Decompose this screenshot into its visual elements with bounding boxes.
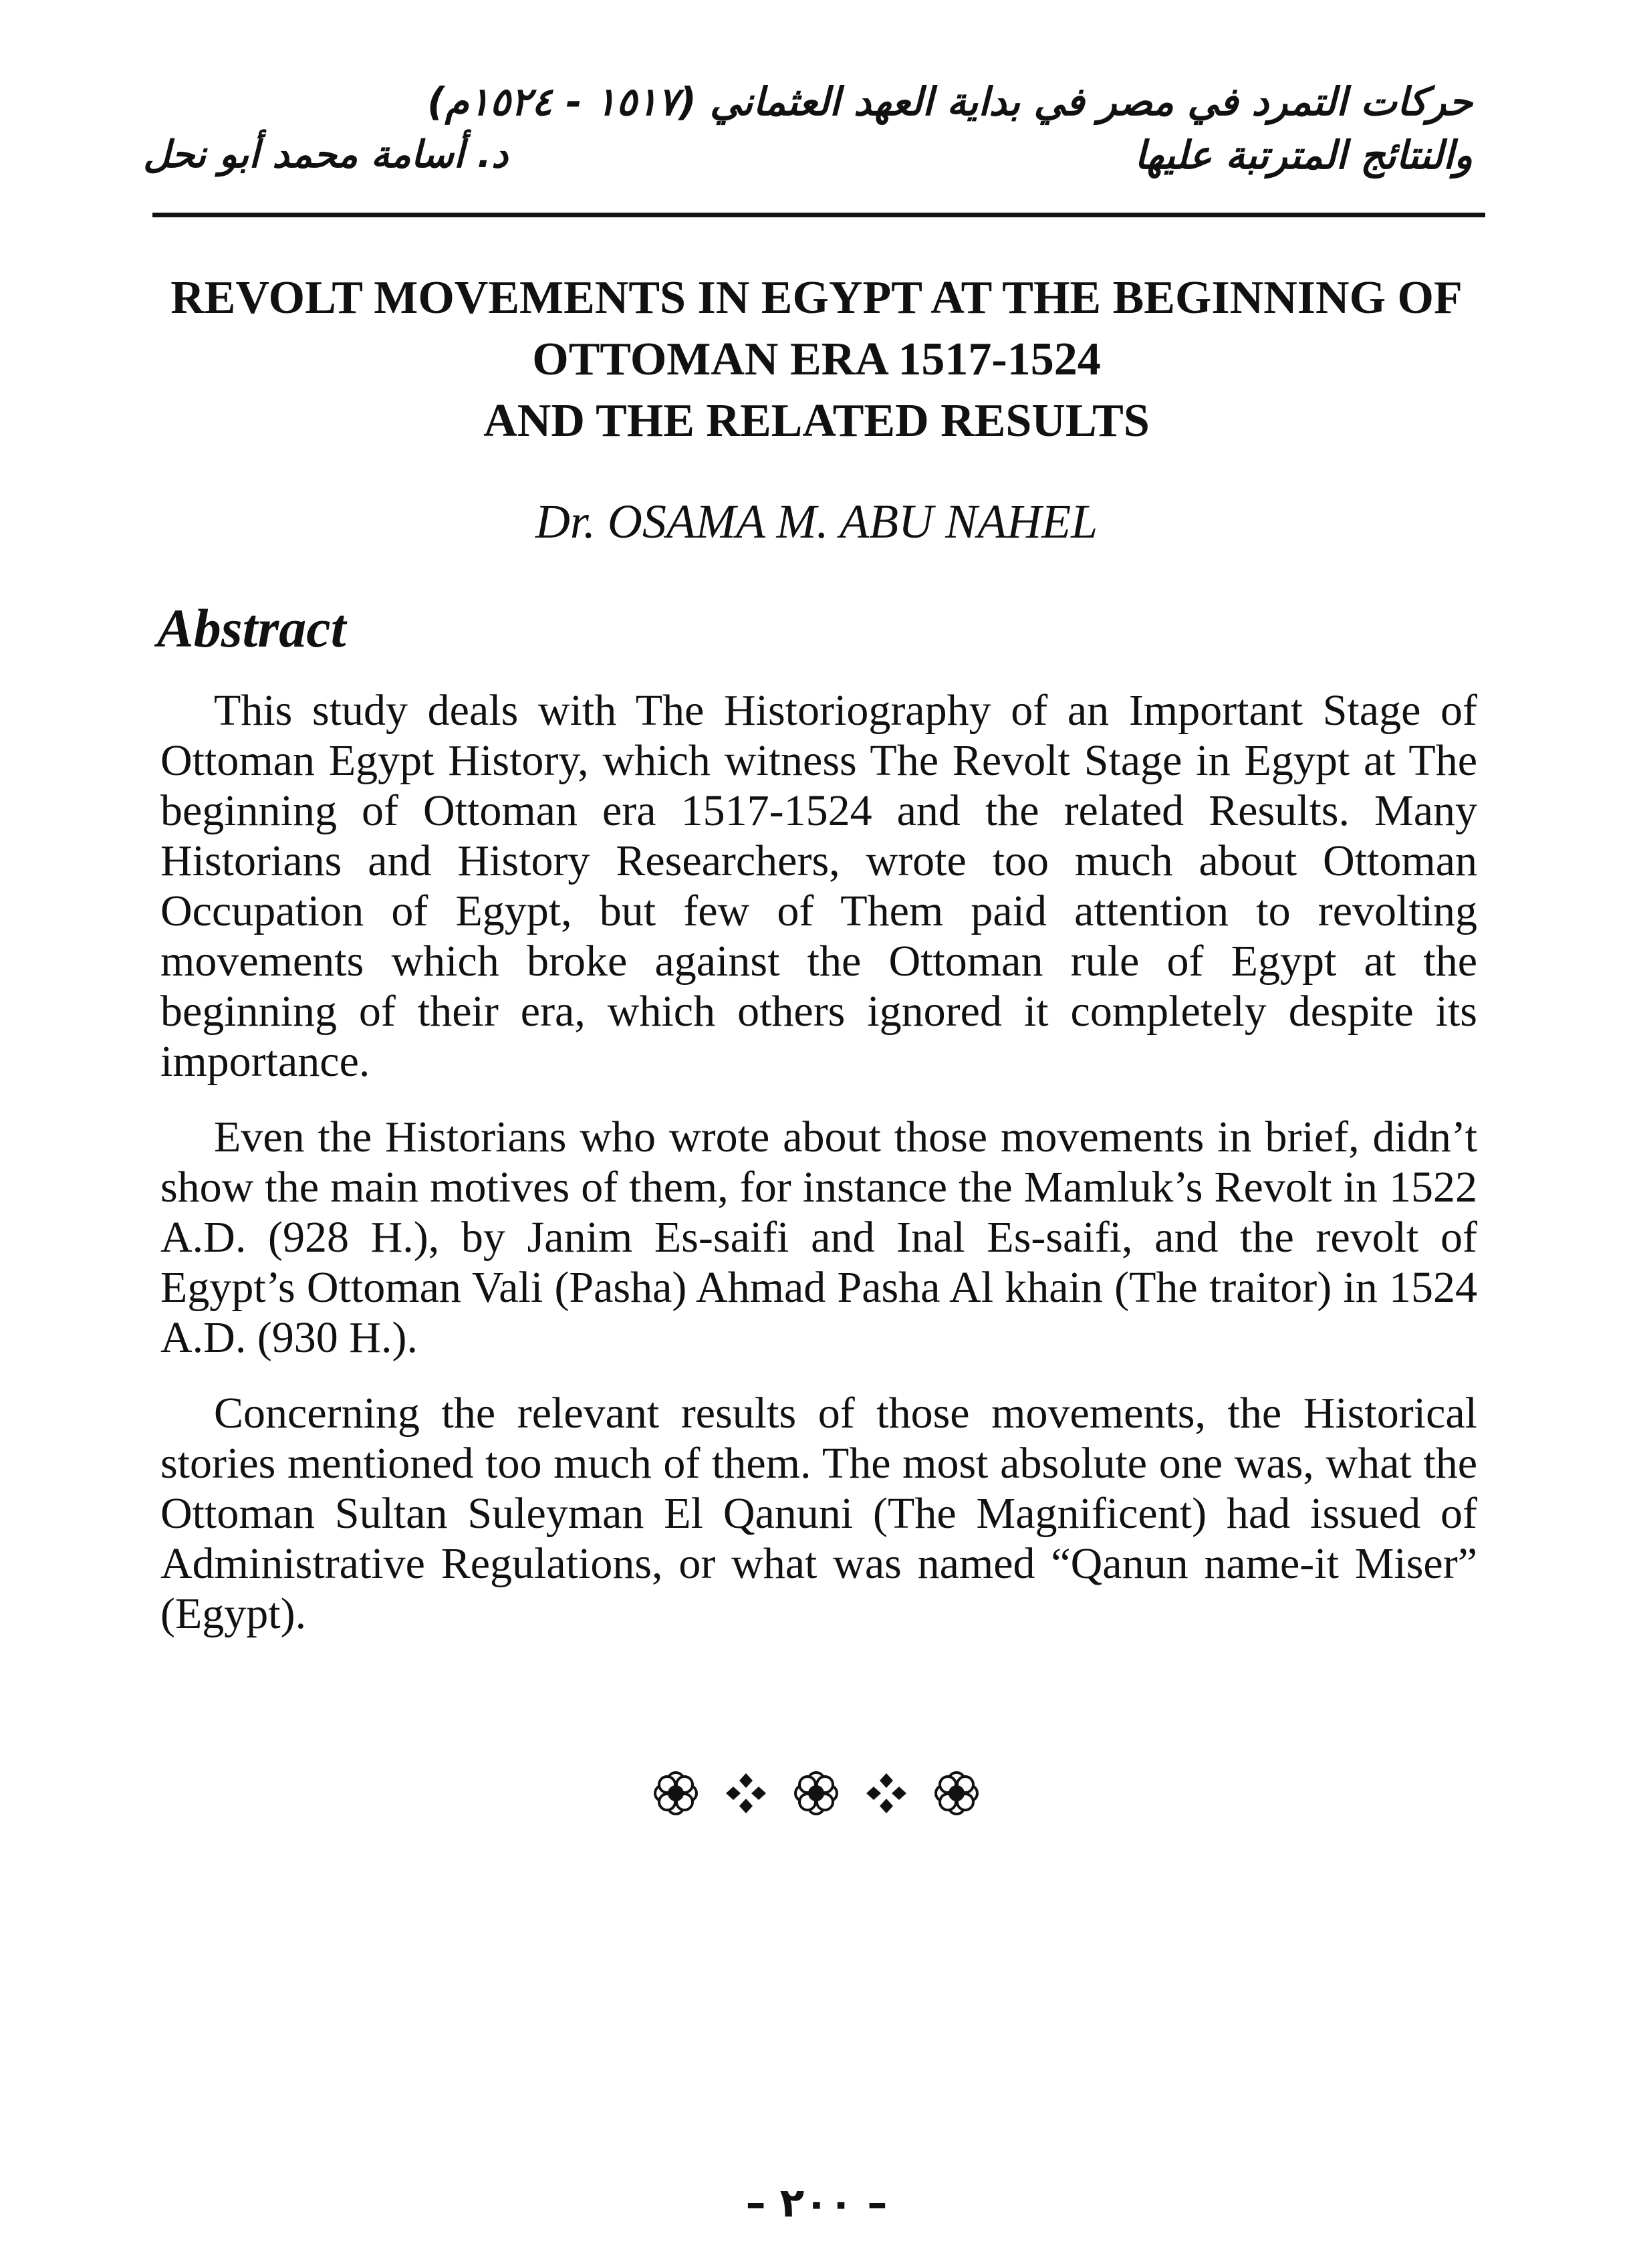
abstract-paragraph-3: Concerning the relevant results of those movements, the Historical stories mentioned too much of them. The most absolute one was, what the Ottoman Sultan Suleyman El Qanuni (The Magnificent) had issued of Administrative Regulations, or what was named “Qanun name-it Miser” (Egypt). [160,1389,1477,1638]
running-header-author: د. أسامة محمد أبو نحل [143,133,508,177]
running-header-title-line2: والنتائج المترتبة عليها [1134,132,1473,178]
decorative-ornament [649,1767,983,1820]
abstract-paragraph-1: This study deals with The Historiography of an Important Stage of Ottoman Egypt History, which witness The Revolt Stage in Egypt at The beginning of Ottoman era 1517-1524 and the related Results. Many Historians and History Researchers, wrote too much about Ottoman Occupation of Egypt, but few of Them paid attention to revolting movements which broke against the Ottoman rule of Egypt at the beginning of their era, which others ignored it completely despite its importance. [160,686,1477,1086]
paper-title [100,267,1533,452]
author-name: Dr. OSAMA M. ABU NAHEL [535,495,1098,548]
ornament-flower-icon [936,1773,977,1814]
abstract-body [160,685,1477,1664]
ornament-flower-icon [795,1773,837,1814]
page-number: – ٢٠٠ – [745,2180,888,2227]
ornament-diamond-icon [866,1773,906,1813]
header-divider [152,213,1485,217]
abstract-heading: Abstract [157,598,346,659]
ornament-flower-icon [655,1773,697,1814]
paper-title-line1: REVOLT MOVEMENTS IN EGYPT AT THE BEGINNING OF [170,272,1463,324]
paper-title-line2: OTTOMAN ERA 1517-1524 [532,334,1101,385]
running-header-title-line1: حركات التمرد في مصر في بداية العهد العثماني (١٥١٧ - ١٥٢٤م) [427,79,1473,124]
abstract-paragraph-2: Even the Historians who wrote about those movements in brief, didn’t show the main motives of them, for instance the Mamluk’s Revolt in 1522 A.D. (928 H.), by Janim Es-saifi and Inal Es-saifi, and the revolt of Egypt’s Ottoman Vali (Pasha) Ahmad Pasha Al khain (The traitor) in 1524 A.D. (930 H.). [160,1113,1477,1362]
paper-title-line3: AND THE RELATED RESULTS [483,395,1150,447]
ornament-diamond-icon [726,1773,766,1813]
